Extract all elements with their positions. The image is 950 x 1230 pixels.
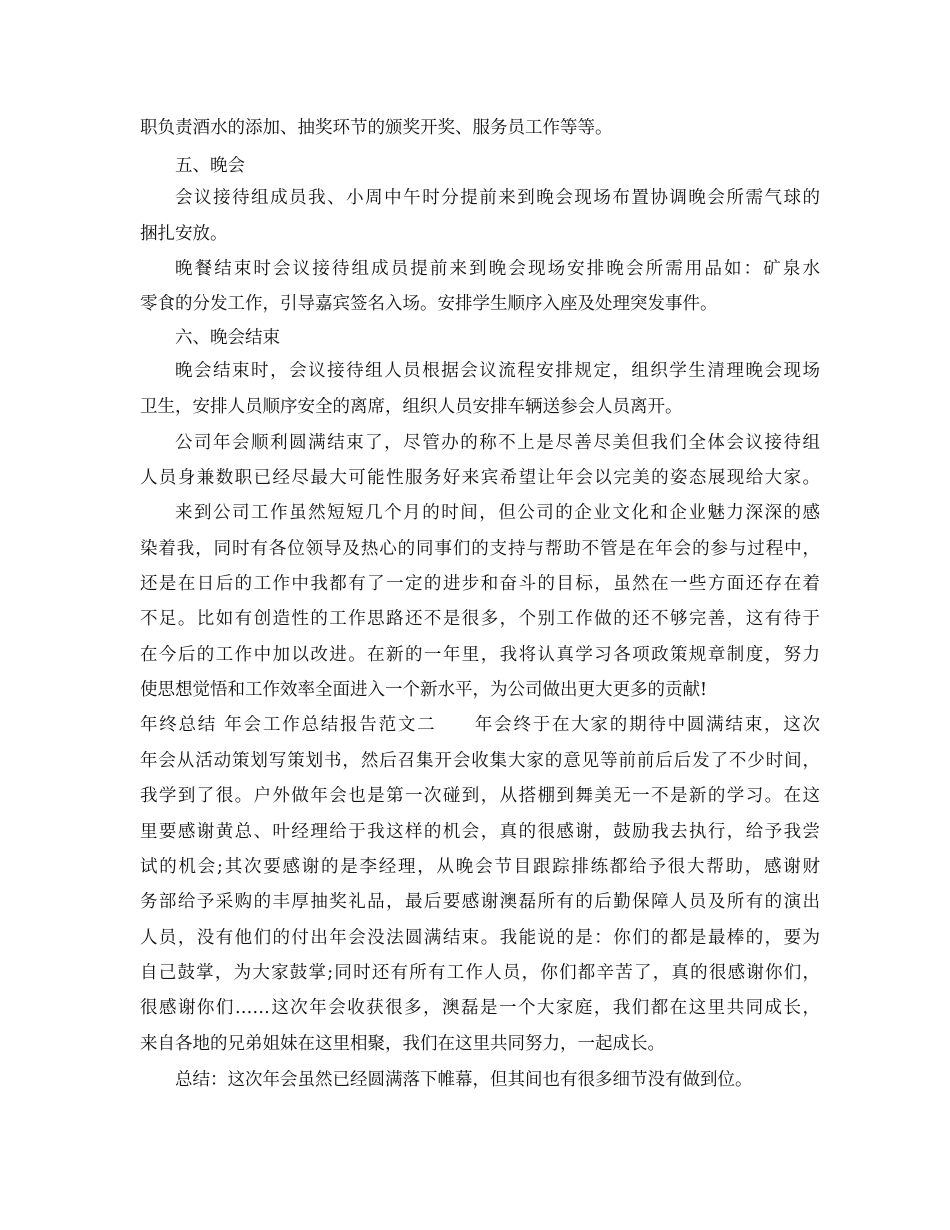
- text-line: 捆扎安放。: [140, 224, 228, 244]
- text-line: 试的机会;其次要感谢的是李经理，从晚会节目跟踪排练都给予很大帮助，感谢财: [140, 857, 820, 877]
- text-line: 总结：这次年会虽然已经圆满落下帷幕，但其间也有很多细节没有做到位。: [175, 1070, 753, 1090]
- text-line: 使思想觉悟和工作效率全面进入一个新水平，为公司做出更大更多的贡献!: [140, 680, 708, 700]
- text-line: 年终总结 年会工作总结报告范文二 年会终于在大家的期待中圆满结束，这次: [140, 715, 820, 735]
- text-line: 卫生，安排人员顺序安全的离席，组织人员安排车辆送参会人员离开。: [140, 397, 683, 417]
- text-line: 里要感谢黄总、叶经理给于我这样的机会，真的很感谢，鼓励我去执行，给予我尝: [140, 822, 820, 842]
- text-line: 自己鼓掌，为大家鼓掌;同时还有所有工作人员，你们都辛苦了，真的很感谢你们，: [140, 963, 820, 983]
- text-line: 务部给予采购的丰厚抽奖礼品，最后要感谢澳磊所有的后勤保障人员及所有的演出: [140, 892, 820, 912]
- text-line: 我学到了很。户外做年会也是第一次碰到，从搭棚到舞美无一不是新的学习。在这: [140, 786, 820, 806]
- text-line: 染着我，同时有各位领导及热心的同事们的支持与帮助不管是在年会的参与过程中，: [140, 539, 820, 559]
- text-line: 来到公司工作虽然短短几个月的时间，但公司的企业文化和企业魅力深深的感: [175, 503, 820, 523]
- text-line: 人员，没有他们的付出年会没法圆满结束。我能说的是：你们的都是最棒的，要为: [140, 928, 820, 948]
- text-line: 晚会结束时，会议接待组人员根据会议流程安排规定，组织学生清理晚会现场: [175, 361, 820, 381]
- section-heading: 六、晚会结束: [175, 328, 280, 348]
- text-line: 不足。比如有创造性的工作思路还不是很多，个别工作做的还不够完善，这有待于: [140, 609, 820, 629]
- text-line: 来自各地的兄弟姐妹在这里相聚，我们在这里共同努力，一起成长。: [140, 1034, 665, 1054]
- text-line: 会议接待组成员我、小周中午时分提前来到晚会现场布置协调晚会所需气球的: [175, 188, 820, 208]
- text-line: 年会从活动策划写策划书，然后召集开会收集大家的意见等前前后后发了不少时间，: [140, 751, 820, 771]
- text-line: 很感谢你们……这次年会收获很多，澳磊是一个大家庭，我们都在这里共同成长，: [140, 998, 820, 1018]
- text-line: 公司年会顺利圆满结束了，尽管办的称不上是尽善尽美但我们全体会议接待组: [175, 433, 820, 453]
- section-heading: 五、晚会: [175, 156, 245, 176]
- text-line: 在今后的工作中加以改进。在新的一年里，我将认真学习各项政策规章制度，努力: [140, 645, 820, 665]
- text-line: 人员身兼数职已经尽最大可能性服务好来宾希望让年会以完美的姿态展现给大家。: [140, 468, 820, 488]
- text-line: 还是在日后的工作中我都有了一定的进步和奋斗的目标，虽然在一些方面还存在着: [140, 574, 820, 594]
- text-line: 职负责酒水的添加、抽奖环节的颁奖开奖、服务员工作等等。: [140, 118, 613, 138]
- text-line: 晚餐结束时会议接待组成员提前来到晚会现场安排晚会所需用品如：矿泉水: [175, 259, 820, 279]
- text-line: 零食的分发工作，引导嘉宾签名入场。安排学生顺序入座及处理突发事件。: [140, 294, 718, 314]
